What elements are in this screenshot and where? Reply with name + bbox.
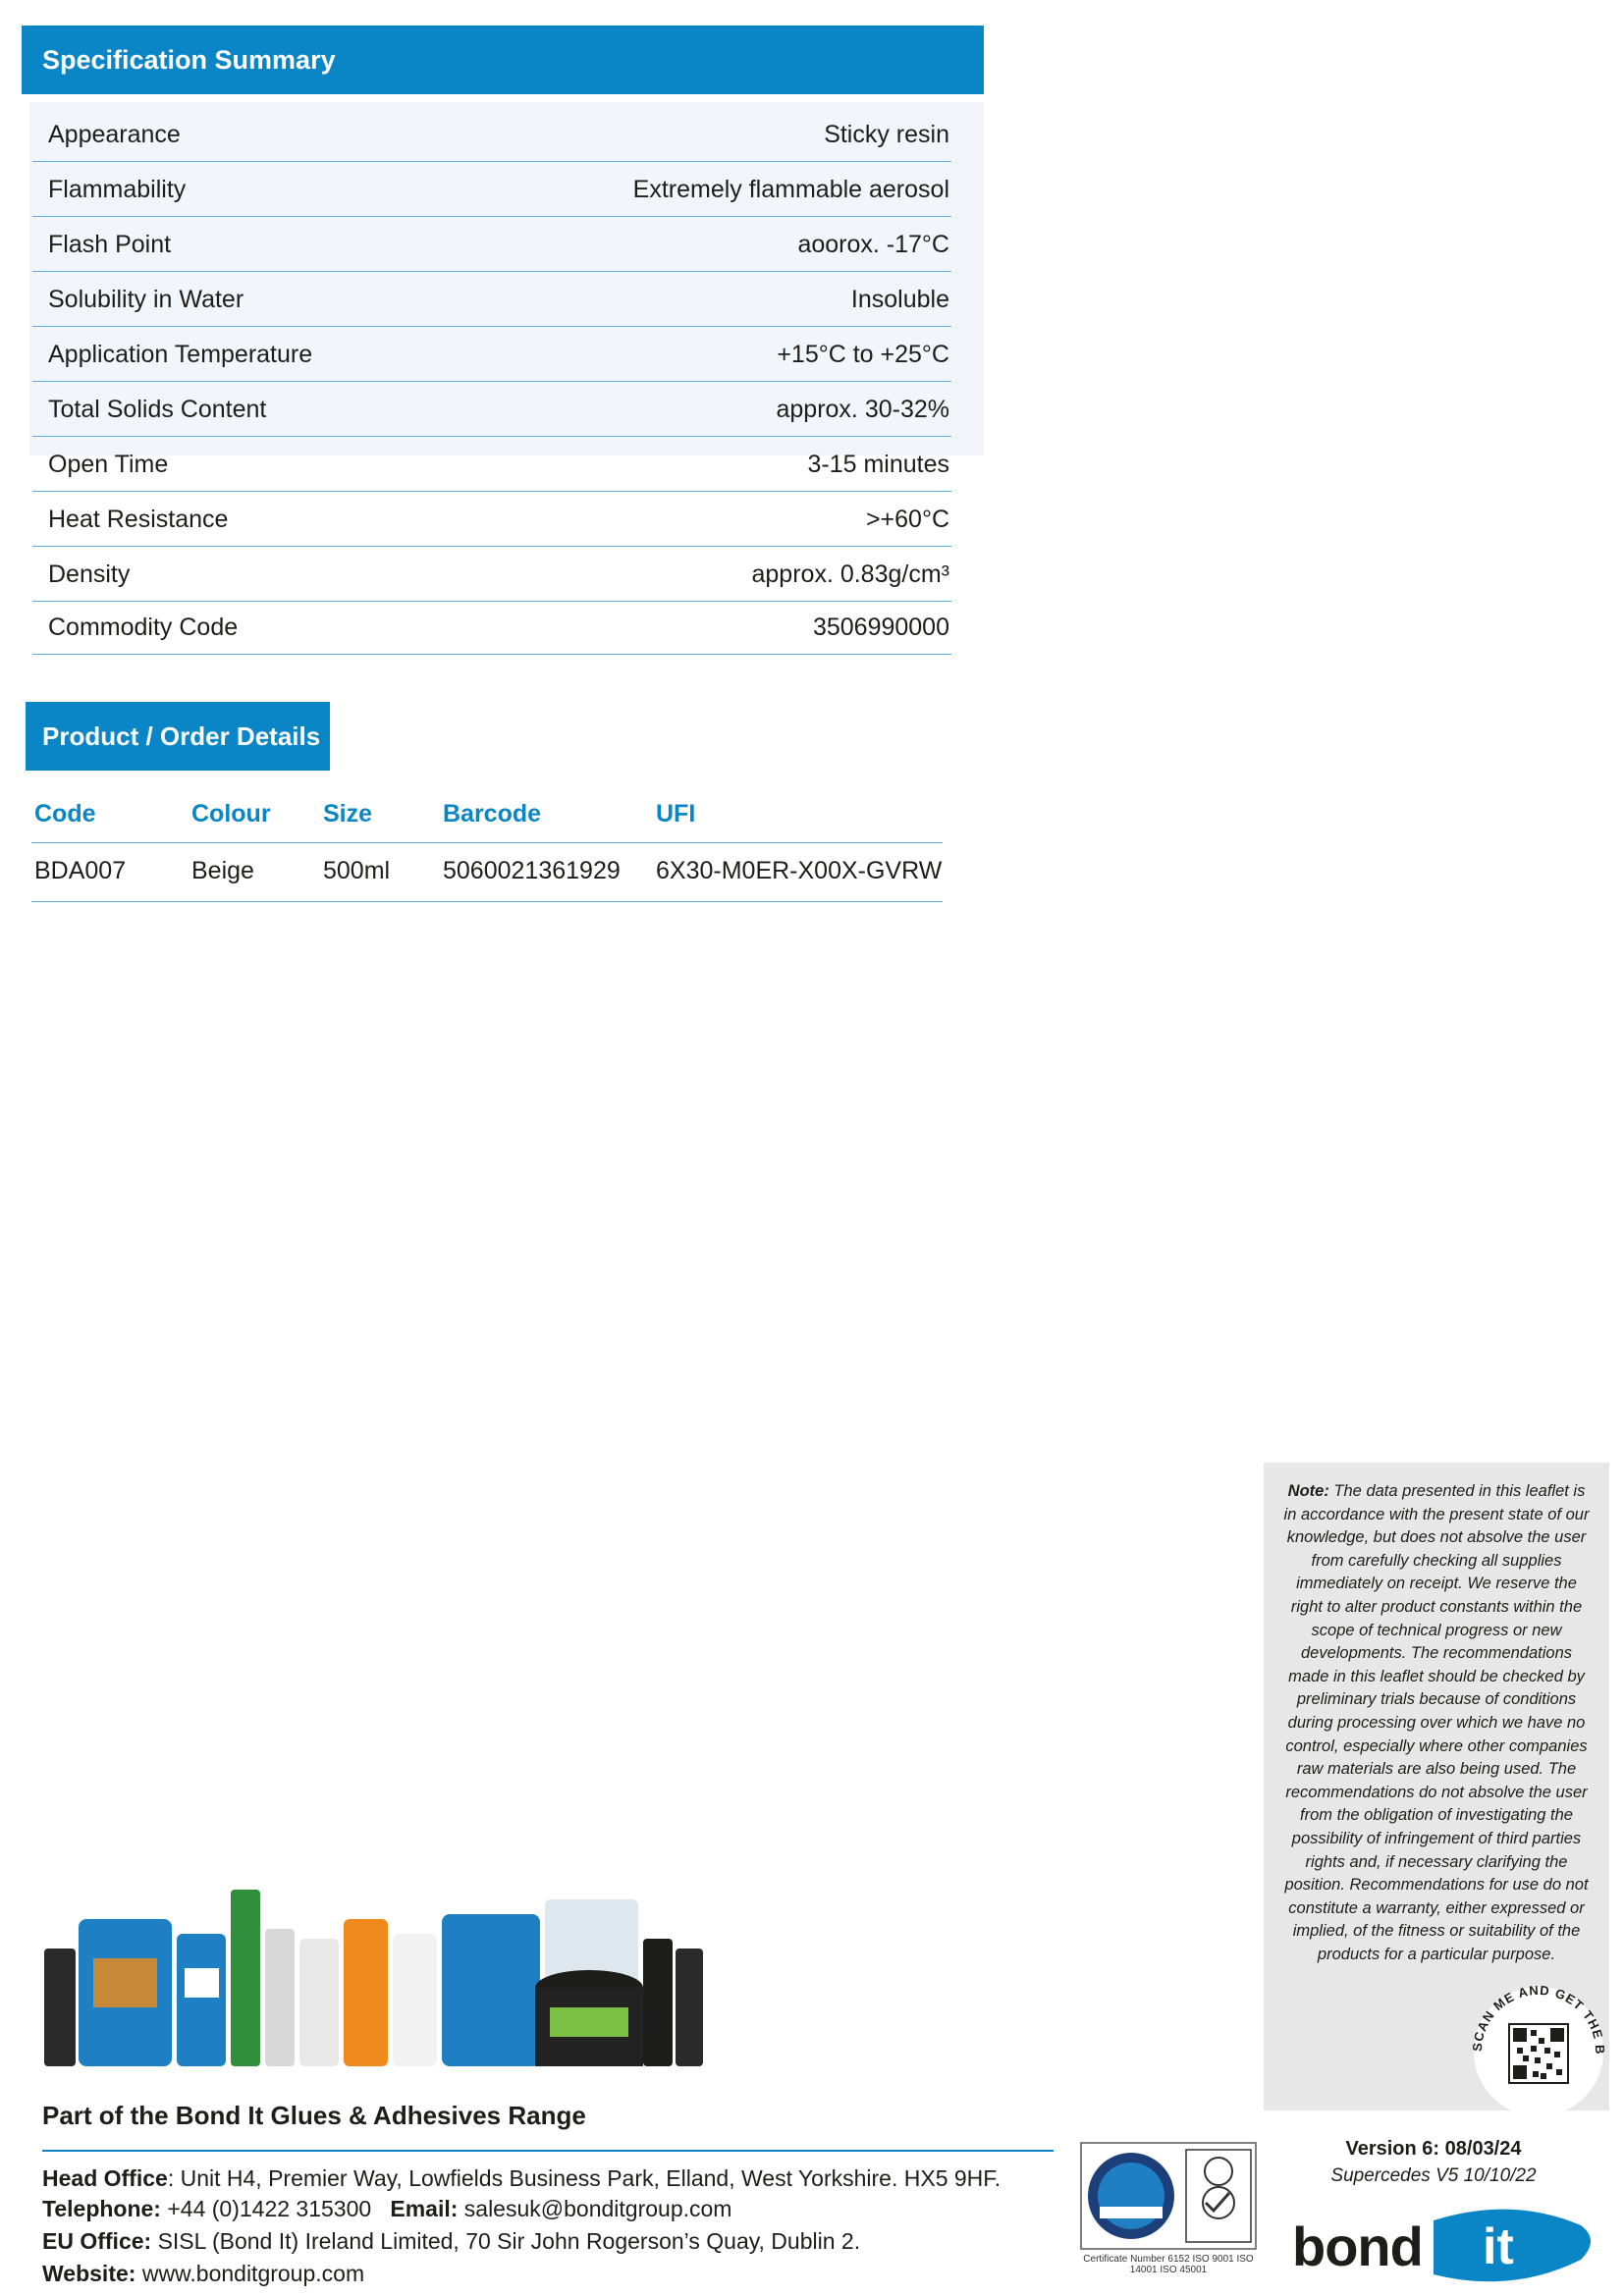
spec-label: Heat Resistance xyxy=(48,505,229,533)
head-office-label: Head Office xyxy=(42,2165,168,2191)
order-header-divider xyxy=(31,842,943,843)
spec-value: +15°C to +25°C xyxy=(777,340,949,368)
order-details-header xyxy=(26,702,330,771)
qr-caption: SCAN ME AND GET THE B xyxy=(1470,1983,1607,2056)
spec-value: >+60°C xyxy=(865,505,949,533)
spec-value: approx. 30-32% xyxy=(776,395,949,423)
spec-label: Total Solids Content xyxy=(48,395,267,423)
certification-badges xyxy=(1080,2142,1257,2250)
qr-code-icon xyxy=(1470,1983,1607,2120)
spec-row-open-time xyxy=(32,438,951,492)
footer-divider xyxy=(42,2150,1054,2152)
eu-office-address: SISL (Bond It) Ireland Limited, 70 Sir John Rogerson’s Quay, Dublin 2. xyxy=(151,2228,861,2254)
spec-label: Solubility in Water xyxy=(48,285,244,313)
spec-row-application-temperature xyxy=(32,328,951,382)
order-row-divider xyxy=(31,901,943,902)
website-line xyxy=(42,2261,364,2287)
eu-office-line xyxy=(42,2228,860,2255)
spec-value: approx. 0.83g/cm³ xyxy=(751,560,949,588)
note-body: The data presented in this leaflet is in accordance with the present state of our knowledge, but does not absolve the user from carefully checking all supplies immediately on receipt. We reserve the right to alter product constants within the scope of technical progress or new developments. The recommendations made in this leaflet should be checked by preliminary trials because of conditions during processing over which we have no control, especially where other companies raw materials are also being used. The recommendations do not absolve the user from the obligation of investigating the possibility of infringement of third parties rights and, if necessary clarifying the position. Recommendations for use do not constitute a warranty, either expressed or implied, of the fitness or suitability of the products for a particular purpose. xyxy=(1283,1482,1590,1963)
order-cell-barcode: 5060021361929 xyxy=(443,857,621,884)
spec-row-total-solids xyxy=(32,383,951,437)
spec-value: aoorox. -17°C xyxy=(797,230,949,258)
product-range-image xyxy=(39,1880,707,2076)
order-cell-ufi: 6X30-M0ER-X00X-GVRW xyxy=(656,857,943,884)
order-header-colour: Colour xyxy=(191,800,271,828)
spec-row-flammability xyxy=(32,163,951,217)
spec-row-commodity-code xyxy=(32,601,951,655)
svg-text:it: it xyxy=(1483,2218,1514,2275)
spec-row-solubility xyxy=(32,273,951,327)
email-label: Email: xyxy=(390,2196,459,2221)
spec-label: Application Temperature xyxy=(48,340,313,368)
spec-label: Appearance xyxy=(48,120,181,148)
order-cell-colour: Beige xyxy=(191,857,254,884)
order-header-ufi: UFI xyxy=(656,800,696,828)
head-office-address: : Unit H4, Premier Way, Lowfields Business Park, Elland, West Yorkshire. HX5 9HF. xyxy=(167,2165,1001,2191)
spec-label: Density xyxy=(48,560,131,588)
spec-value: Extremely flammable aerosol xyxy=(632,175,949,203)
eu-office-label: EU Office: xyxy=(42,2228,152,2254)
disclaimer-text xyxy=(1279,1480,1594,1966)
spec-row-heat-resistance xyxy=(32,493,951,547)
certificate-details: Certificate Number 6152 ISO 9001 ISO 14001 ISO 45001 xyxy=(1083,2254,1254,2275)
spec-value: Insoluble xyxy=(850,285,949,313)
spec-label: Flammability xyxy=(48,175,187,203)
order-header-barcode: Barcode xyxy=(443,800,542,828)
spec-value: 3506990000 xyxy=(812,613,949,641)
spec-value: 3-15 minutes xyxy=(807,450,949,478)
spec-summary-title: Specification Summary xyxy=(42,44,336,75)
order-details-title: Product / Order Details xyxy=(42,721,321,751)
spec-value: Sticky resin xyxy=(824,120,949,148)
range-statement: Part of the Bond It Glues & Adhesives Range xyxy=(42,2101,586,2130)
bond-it-logo xyxy=(1286,2201,1600,2289)
head-office-line xyxy=(42,2165,1001,2192)
telephone-number[interactable]: +44 (0)1422 315300 xyxy=(160,2196,372,2221)
spec-label: Flash Point xyxy=(48,230,172,258)
spec-label: Open Time xyxy=(48,450,169,478)
spec-row-density xyxy=(32,548,951,602)
telephone-label: Telephone: xyxy=(42,2196,161,2221)
spec-label: Commodity Code xyxy=(48,613,239,641)
note-lead: Note: xyxy=(1287,1482,1329,1500)
spec-row-appearance xyxy=(32,108,951,162)
supersedes-label: Supercedes V5 10/10/22 xyxy=(1330,2165,1537,2186)
svg-text:bond: bond xyxy=(1292,2216,1423,2277)
email-address[interactable]: salesuk@bonditgroup.com xyxy=(458,2196,732,2221)
disclaimer-note xyxy=(1264,1463,1609,2110)
spec-row-flash-point xyxy=(32,218,951,272)
contact-line xyxy=(42,2196,731,2222)
order-cell-code: BDA007 xyxy=(34,857,127,884)
order-header-code: Code xyxy=(34,800,96,828)
version-label: Version 6: 08/03/24 xyxy=(1345,2138,1522,2160)
qr-code-badge[interactable] xyxy=(1470,1983,1607,2120)
order-header-size: Size xyxy=(323,800,373,828)
website-link[interactable]: www.bonditgroup.com xyxy=(135,2261,365,2286)
spec-summary-header xyxy=(22,26,984,94)
order-cell-size: 500ml xyxy=(323,857,391,884)
website-label: Website: xyxy=(42,2261,136,2286)
